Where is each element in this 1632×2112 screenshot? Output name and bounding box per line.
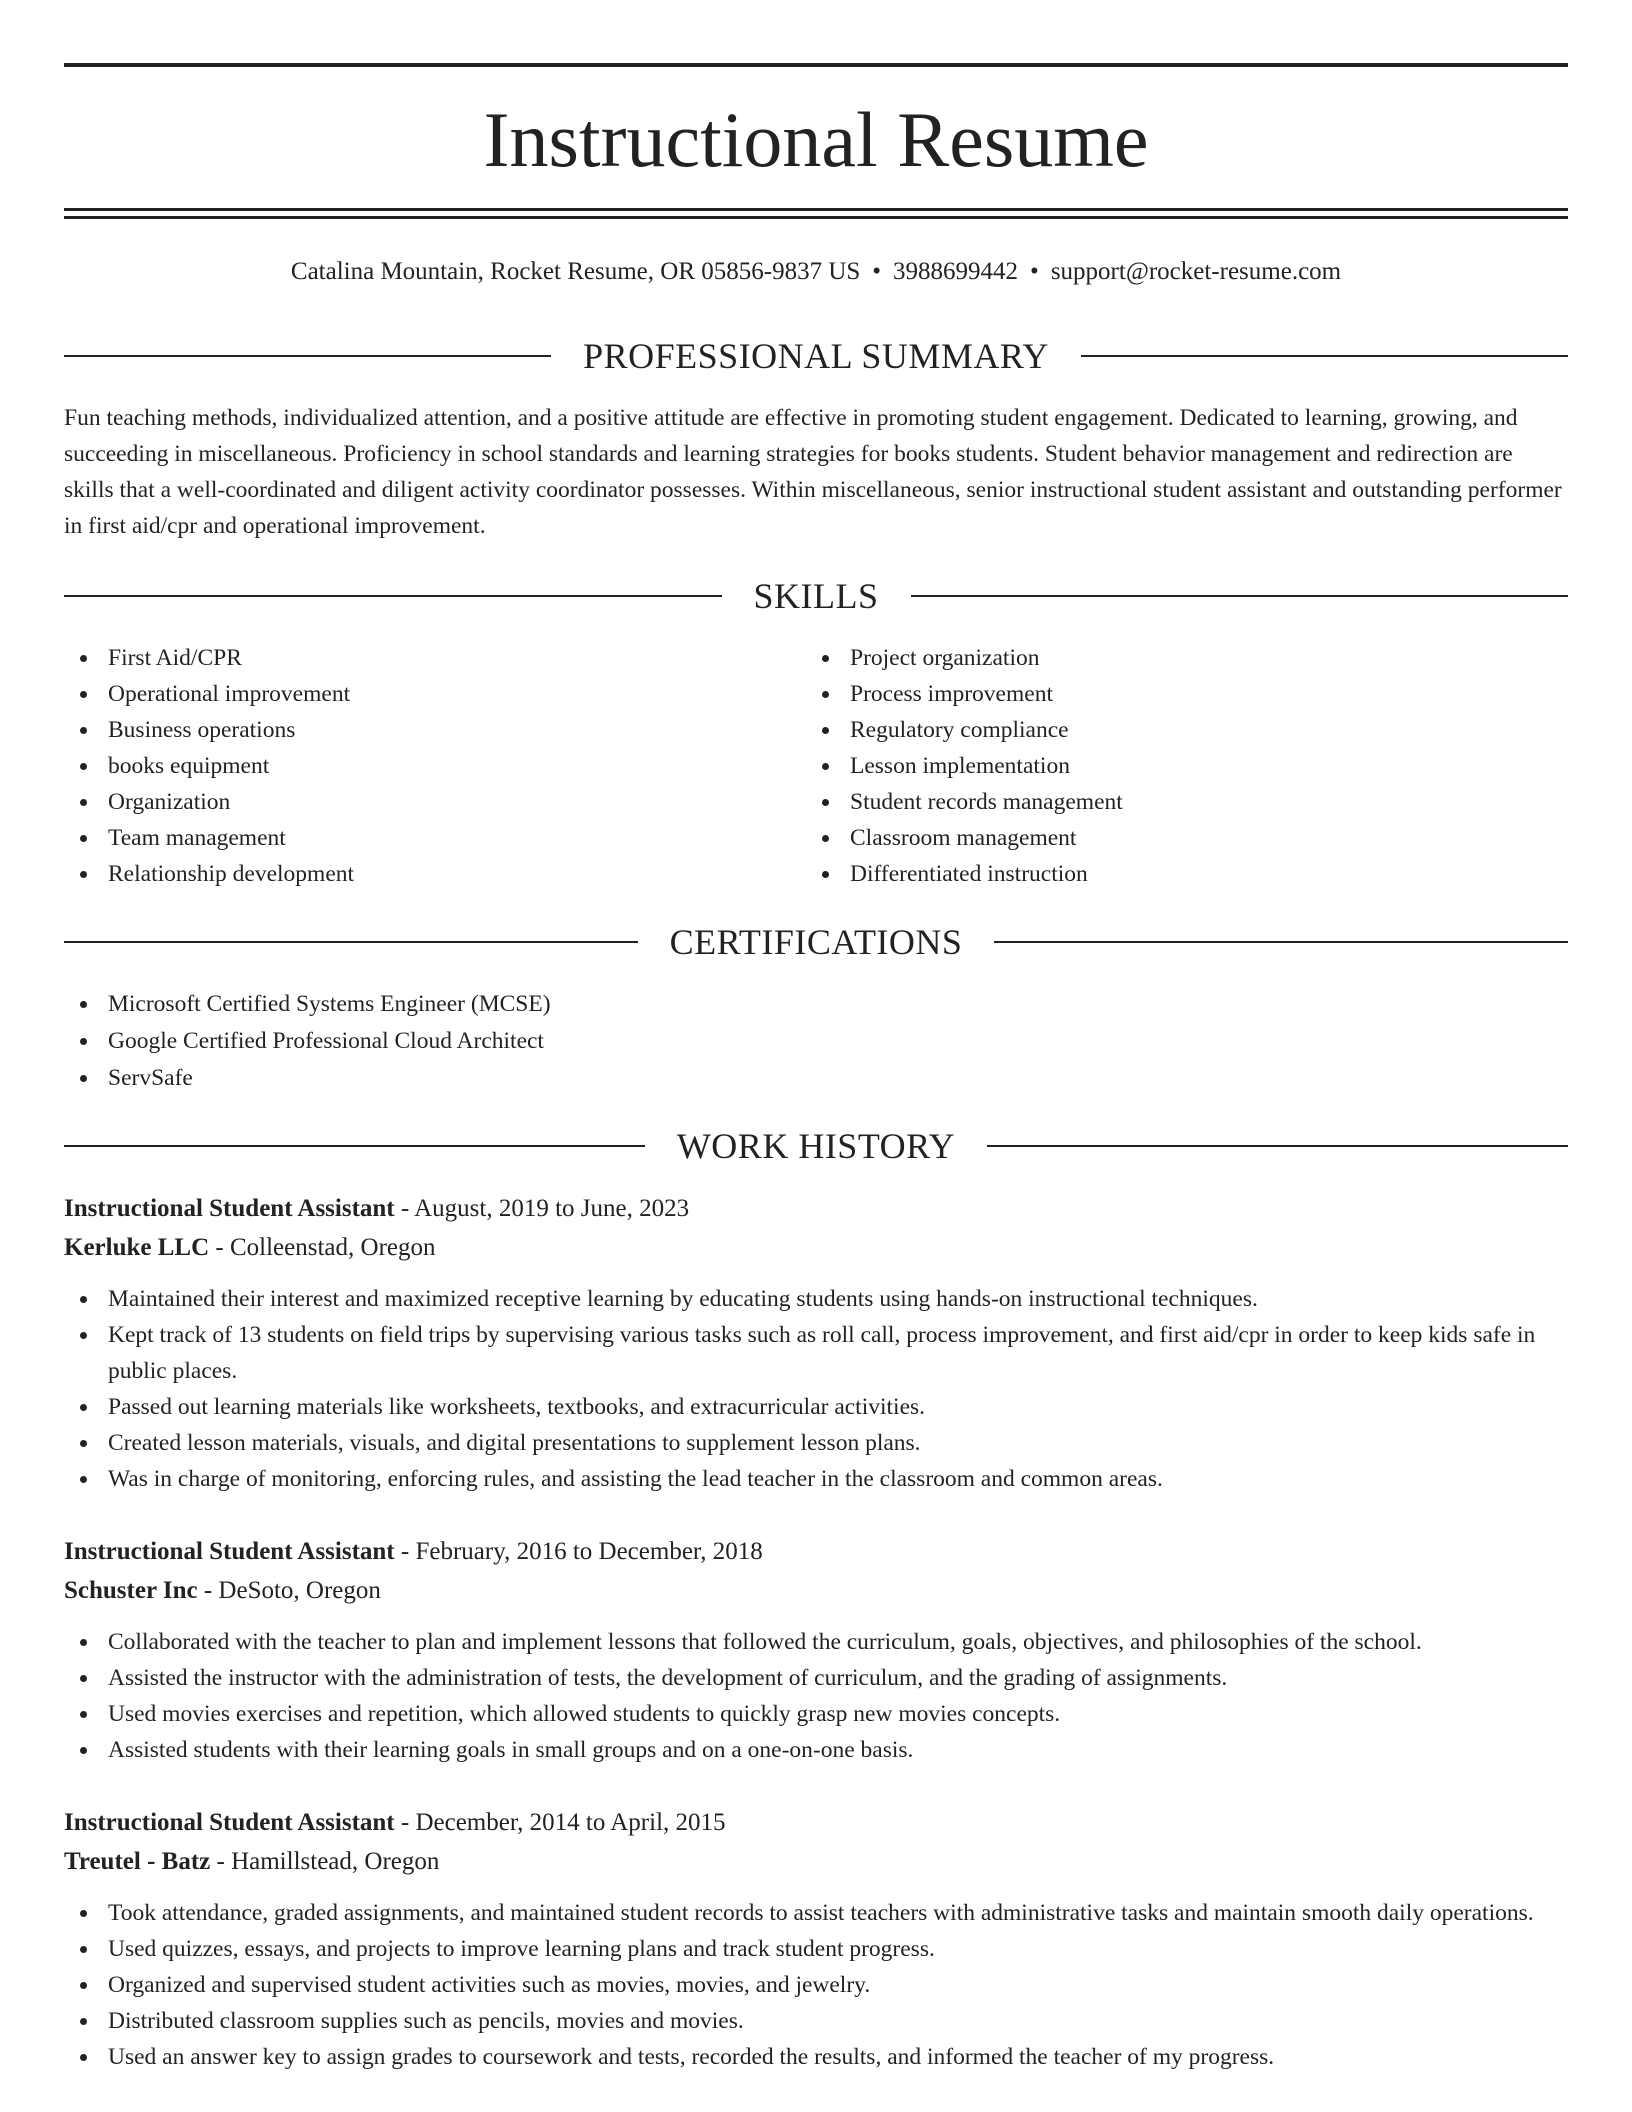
certification-item: Microsoft Certified Systems Engineer (MCSE): [64, 986, 1568, 1023]
skills-list-right: [806, 640, 1506, 892]
skills-list-left: [64, 640, 764, 892]
job-bullets: [64, 1281, 1568, 1497]
job-title: Instructional Student Assistant: [64, 1809, 395, 1836]
skill-item: Classroom management: [806, 820, 1506, 856]
job-location: - Colleenstad, Oregon: [209, 1234, 436, 1261]
contact-line: [64, 254, 1568, 290]
job-entry: [64, 1189, 1568, 1497]
job-bullet: Passed out learning materials like worksheets, textbooks, and extracurricular activities.: [64, 1389, 1568, 1425]
job-entry: [64, 1803, 1568, 2075]
job-bullet: Assisted the instructor with the administration of tests, the development of curriculum, and the grading of assignments.: [64, 1660, 1568, 1696]
skill-item: Lesson implementation: [806, 748, 1506, 784]
job-dates: - August, 2019 to June, 2023: [394, 1195, 690, 1222]
skill-item: First Aid/CPR: [64, 640, 764, 676]
work-history-heading-label: WORK HISTORY: [676, 1126, 956, 1166]
skill-item: Operational improvement: [64, 676, 764, 712]
job-bullets: [64, 1624, 1568, 1768]
summary-heading: [64, 331, 1568, 381]
job-bullets: [64, 1895, 1568, 2075]
skill-item: Student records management: [806, 784, 1506, 820]
certifications-heading: [64, 917, 1568, 967]
skill-item: Differentiated instruction: [806, 856, 1506, 892]
job-company: Treutel - Batz: [64, 1848, 211, 1875]
certification-item: ServSafe: [64, 1060, 1568, 1097]
contact-phone: 3988699442: [893, 258, 1019, 285]
job-location: - Hamillstead, Oregon: [210, 1848, 440, 1875]
skill-item: Project organization: [806, 640, 1506, 676]
job-bullet: Created lesson materials, visuals, and digital presentations to supplement lesson plans.: [64, 1425, 1568, 1461]
heading-rule: [1081, 355, 1568, 357]
job-dates: - February, 2016 to December, 2018: [394, 1538, 763, 1565]
skill-item: Team management: [64, 820, 764, 856]
summary-text: Fun teaching methods, individualized attention, and a positive attitude are effective in promoting student engagement. Dedicated to learning, growing, and succeeding in miscellaneous. Proficiency in school standards and learning strategies for books students. Student behavior management and redirection are skills that a well-coordinated and diligent activity coordinator possesses. Within miscellaneous, senior instructional student assistant and outstanding performer in first aid/cpr and operational improvement.: [64, 405, 1562, 539]
job-dates: - December, 2014 to April, 2015: [394, 1809, 726, 1836]
certifications-list: [64, 986, 1568, 1097]
job-bullet: Collaborated with the teacher to plan and implement lessons that followed the curriculum, goals, objectives, and philosophies of the school.: [64, 1624, 1568, 1660]
skill-item: Relationship development: [64, 856, 764, 892]
skill-item: Organization: [64, 784, 764, 820]
job-company-line: [64, 1228, 1568, 1267]
contact-separator: •: [1030, 258, 1039, 285]
job-title-line: [64, 1532, 1568, 1571]
job-bullet: Assisted students with their learning goals in small groups and on a one-on-one basis.: [64, 1732, 1568, 1768]
contact-separator: •: [872, 258, 882, 285]
job-bullet: Kept track of 13 students on field trips by supervising various tasks such as roll call, process improvement, and first aid/cpr in order to keep kids safe in public places.: [64, 1317, 1568, 1389]
skill-item: Process improvement: [806, 676, 1506, 712]
header-top-rule: [64, 63, 1568, 67]
skill-item: Regulatory compliance: [806, 712, 1506, 748]
job-bullet: Used an answer key to assign grades to coursework and tests, recorded the results, and informed the teacher of my progress.: [64, 2039, 1568, 2075]
header-rule-upper: [64, 208, 1568, 211]
job-bullet: Distributed classroom supplies such as pencils, movies and movies.: [64, 2003, 1568, 2039]
heading-rule: [64, 595, 722, 597]
skills-heading: [64, 571, 1568, 621]
certification-item: Google Certified Professional Cloud Architect: [64, 1023, 1568, 1060]
heading-rule: [64, 355, 551, 357]
heading-rule: [911, 595, 1569, 597]
heading-rule: [994, 941, 1568, 943]
job-company-line: [64, 1571, 1568, 1610]
work-history-heading: [64, 1121, 1568, 1171]
job-entry: [64, 1532, 1568, 1768]
job-bullet: Organized and supervised student activities such as movies, movies, and jewelry.: [64, 1967, 1568, 2003]
skill-item: books equipment: [64, 748, 764, 784]
skill-item: Business operations: [64, 712, 764, 748]
job-bullet: Maintained their interest and maximized receptive learning by educating students using hands-on instructional techniques.: [64, 1281, 1568, 1317]
job-bullet: Used quizzes, essays, and projects to improve learning plans and track student progress.: [64, 1931, 1568, 1967]
certifications-heading-label: CERTIFICATIONS: [669, 922, 963, 962]
heading-rule: [987, 1145, 1568, 1147]
summary-heading-label: PROFESSIONAL SUMMARY: [583, 336, 1049, 376]
contact-email: support@rocket-resume.com: [1050, 258, 1342, 285]
job-title: Instructional Student Assistant: [64, 1195, 395, 1222]
resume-title: Instructional Resume: [483, 96, 1149, 183]
job-company: Kerluke LLC: [64, 1234, 210, 1261]
contact-address: Catalina Mountain, Rocket Resume, OR 05856-9837 US: [290, 258, 861, 285]
header-rule-lower: [64, 216, 1568, 219]
job-bullet: Took attendance, graded assignments, and maintained student records to assist teachers with administrative tasks and maintain smooth daily operations.: [64, 1895, 1568, 1931]
job-bullet: Was in charge of monitoring, enforcing rules, and assisting the lead teacher in the classroom and common areas.: [64, 1461, 1568, 1497]
job-title-line: [64, 1189, 1568, 1228]
skills-heading-label: SKILLS: [753, 576, 879, 616]
job-company-line: [64, 1842, 1568, 1881]
job-title-line: [64, 1803, 1568, 1842]
job-location: - DeSoto, Oregon: [197, 1577, 381, 1604]
heading-rule: [64, 1145, 645, 1147]
job-bullet: Used movies exercises and repetition, which allowed students to quickly grasp new movies concepts.: [64, 1696, 1568, 1732]
job-title: Instructional Student Assistant: [64, 1538, 395, 1565]
heading-rule: [64, 941, 638, 943]
job-company: Schuster Inc: [64, 1577, 198, 1604]
